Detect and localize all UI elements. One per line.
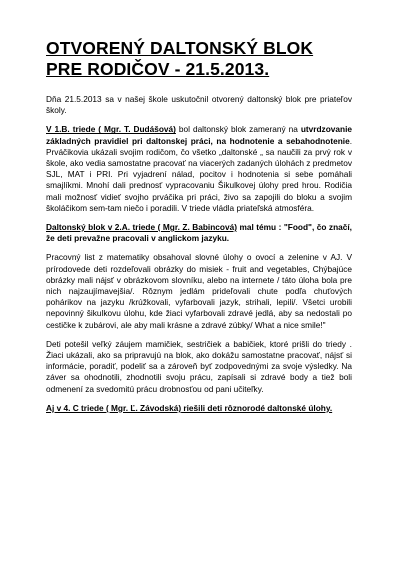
paragraph-visitors: Deti potešil veľký záujem mamičiek, sestričiek a babičiek, ktoré prišli do triedy . Žiaci ukázali, ako sa pripravujú na blok, ako dokážu samostatne pracovať, nájsť si informácie, poradiť, podeliť sa a zároveň byť zodpovednými za svoje výsledky. Na záver sa ohodnotili, zhodnotili svoju prácu, zapísali si zdravé body a tiež boli odmenení za svedomitú prácu drobnosťou od pani učiteľky.	[46, 338, 352, 394]
paragraph-class-2a	[46, 222, 352, 244]
class-4c-heading: Aj v 4. C triede ( Mgr. Ľ. Závodská)	[46, 402, 182, 413]
paragraph-worksheet: Pracovný list z matematiky obsahoval slovné úlohy o ovocí a zelenine v AJ. V prírodovede deti rozdeľovali obrázky do misiek - fruit and vegetables, Chýbajúce obrázky mali nájsť v obrázkovom slovníku, alebo na internete / táto úloha bola pre nich najzaujímavejšia/. Rôznym jedlám prideľovali chute podľa chuťových pohárikov na jazyku /krúžkovali, vyfarbovali jazyk, strihali, lepili/. Všetci urobili nepovinný šikulkovu úlohu, kde žiaci vyfarbovali zdravé jedlá, aby sa nedostali po cestičke k zubárovi, ale aby mali krásne a zdravé zúbky/ What a nice smile!"	[46, 252, 352, 330]
paragraph-class-1b	[46, 124, 352, 214]
class-2a-heading: Daltonský blok v 2.A. triede ( Mgr. Z. Babincová)	[46, 222, 237, 233]
class-2a-theme: mal tému : "Food", čo značí, že deti prevažne pracovali v anglickom jazyku.	[46, 222, 352, 244]
page-title: OTVORENÝ DALTONSKÝ BLOK PRE RODIČOV - 21.5.2013.	[46, 38, 314, 79]
intro-paragraph: Dňa 21.5.2013 sa v našej škole uskutočnil otvorený daltonský blok pre priateľov školy.	[46, 94, 352, 116]
class-1b-focus: utvrdzovanie základných pravidiel pri daltonskej práci, na hodnotenie a sebahodnotenie	[46, 124, 352, 146]
paragraph-class-4c	[46, 403, 352, 414]
class-4c-text: riešili deti rôznorodé daltonské úlohy.	[181, 402, 333, 413]
class-1b-text-a: bol daltonský blok zameraný na	[175, 124, 301, 135]
class-1b-heading: V 1.B. triede ( Mgr. T. Dudášová)	[46, 124, 176, 135]
class-1b-text-b: . Prváčikovia ukázali svojim rodičom, čo všetko „daltonské „ sa naučili za prvý rok v škole, ako vedia samostatne pracovať na viacerých zadaných úlohách z predmetov SJL, MAT i PRI. Pri vyjadrení nálad, pocitov i hodnotenia si sebe pomáhali smajlíkmi. Mnohí dali prednosť vypracovaniu Šikulkovej úlohy pred hrou. Rodičia mali možnosť vidieť svojho prváčika pri práci, živo sa zapojili do bloku a svojim školáčikom sem-tam niečo i poradili. V triede vládla priateľská atmosféra.	[46, 135, 352, 213]
